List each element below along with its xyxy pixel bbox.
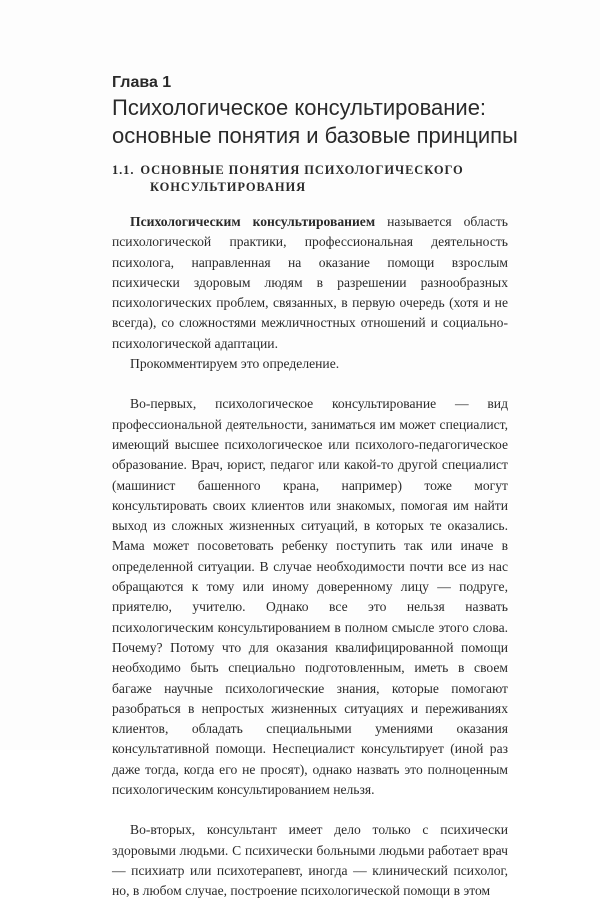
chapter-title-line-2: основные понятия и базовые принципы xyxy=(112,123,518,148)
paragraph-definition xyxy=(112,212,508,354)
paragraph-second-point: Во-вторых, консультант имеет дело только с психически здоровыми людьми. С психически больными людьми работает врач — психиатр или психотерапевт, иногда — клинический психолог, но, в любом случае, построение психологической помощи в этом xyxy=(112,822,508,899)
definition-text: называется область психологической практики, профессиональная деятельность психолога, направленная на оказание помощи взрослым психически здоровым людям в разрешении разнообразных психологических проблем, связанных, в первую очередь (хотя и не всегда), со сложностями межличностных отношений и социально-психологической адаптации. xyxy=(112,214,508,351)
chapter-title xyxy=(112,94,562,150)
defined-term: Психологическим консультированием xyxy=(130,214,376,229)
section-number: 1.1. xyxy=(112,163,135,177)
body-text xyxy=(112,212,508,902)
chapter-title-line-1: Психологическое консультирование: xyxy=(112,95,487,120)
section-title-line-2: КОНСУЛЬТИРОВАНИЯ xyxy=(150,180,307,194)
section-title-line-1: ОСНОВНЫЕ ПОНЯТИЯ ПСИХОЛОГИЧЕСКОГО xyxy=(140,163,464,177)
paragraph-comment: Прокомментируем это определение. xyxy=(130,356,340,372)
paragraph-first-point: Во-первых, психологическое консультирование — вид профессиональной деятельности, заниматься им может специалист, имеющий высшее психологическое или психолого-педагогическое образование. Врач, юрист, педагог или какой-то другой специалист (машинист башенного крана, например) тоже могут консультировать своих клиентов или знакомых, помогая им найти выход из сложных жизненных ситуаций, в которых те оказались. Мама может посоветовать ребенку поступить так или иначе в определенной ситуации. В случае необходимости почти все из нас обращаются к тому или иному доверенному лицу — подруге, приятелю, учителю. Однако все это нельзя назвать психологическим консультированием в полном смысле этого слова. Почему? Потому что для оказания квалифицированной помощи необходимо быть специально подготовленным, иметь в своем багаже научные психологические знания, которые помогают разобраться в непростых жизненных ситуациях и переживаниях клиентов, обладать специальными умениями оказания консультативной помощи. Неспециалист консультирует (иной раз даже тогда, когда его не просят), однако назвать это полноценным психологическим консультированием нельзя. xyxy=(112,396,508,798)
chapter-label: Глава 1 xyxy=(112,74,172,91)
section-heading xyxy=(112,162,532,196)
